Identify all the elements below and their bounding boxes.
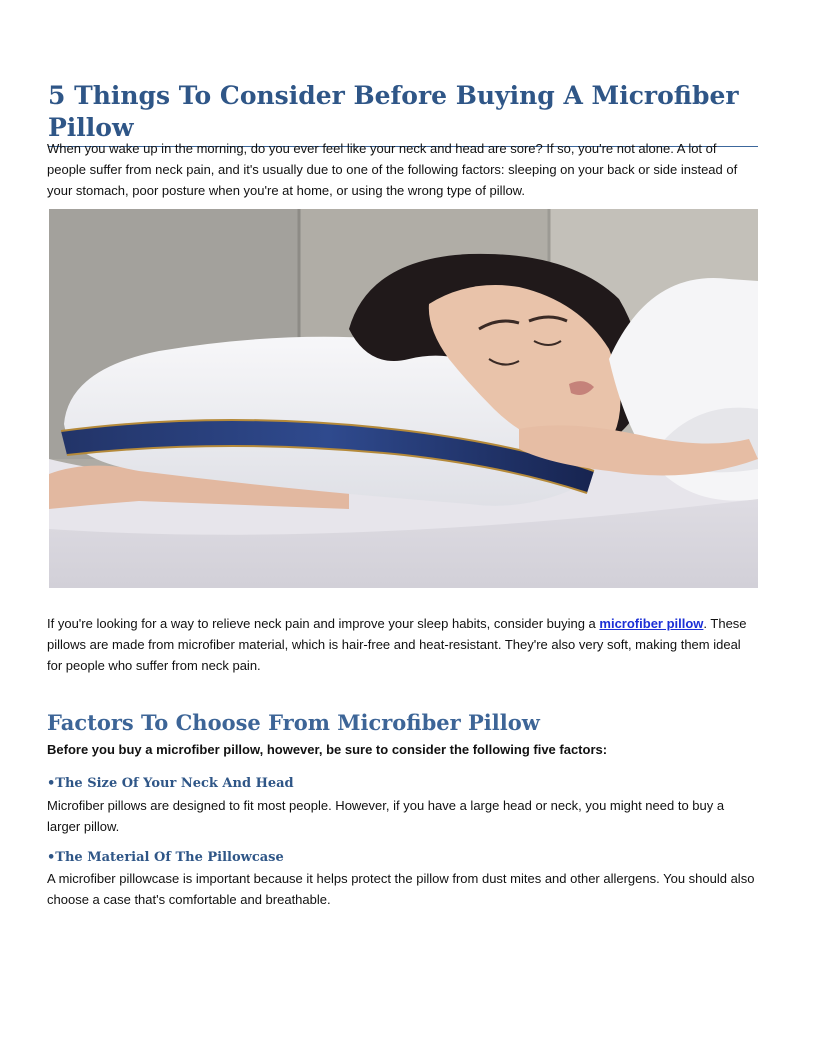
page-title: 5 Things To Consider Before Buying A Microfiber Pillow bbox=[48, 80, 758, 147]
paragraph-text-before-link: If you're looking for a way to relieve neck pain and improve your sleep habits, consider buying a bbox=[47, 616, 600, 631]
factor-heading-size: •The Size Of Your Neck And Head bbox=[47, 776, 294, 791]
section-lead-text: Before you buy a microfiber pillow, however, be sure to consider the following five factors: bbox=[47, 742, 608, 757]
section-heading: Factors To Choose From Microfiber Pillow bbox=[47, 710, 540, 735]
intro-paragraph: When you wake up in the morning, do you ever feel like your neck and head are sore? If so, you're not alone. A lot of people suffer from neck pain, and it's usually due to one of the following factors: sleeping on your back or side instead of your stomach, poor posture when you're at home, or using the wrong type of pillow. bbox=[47, 141, 738, 198]
microfiber-pillow-link[interactable]: microfiber pillow bbox=[599, 616, 704, 631]
paragraph-text-after-link: . These pillows are made from microfiber material, which is hair-free and heat-resistant. They're also very soft, making them ideal for people who suffer from neck pain. bbox=[47, 616, 747, 673]
factor-body-material: A microfiber pillowcase is important because it helps protect the pillow from dust mites and other allergens. You should also choose a case that's comfortable and breathable. bbox=[47, 871, 755, 907]
factor-heading-material: •The Material Of The Pillowcase bbox=[47, 850, 284, 865]
factor-body-size: Microfiber pillows are designed to fit most people. However, if you have a large head or neck, you might need to buy a larger pillow. bbox=[47, 798, 725, 834]
woman-sleeping-on-pillow-photo bbox=[49, 209, 758, 588]
microfiber-intro-paragraph bbox=[47, 613, 759, 676]
